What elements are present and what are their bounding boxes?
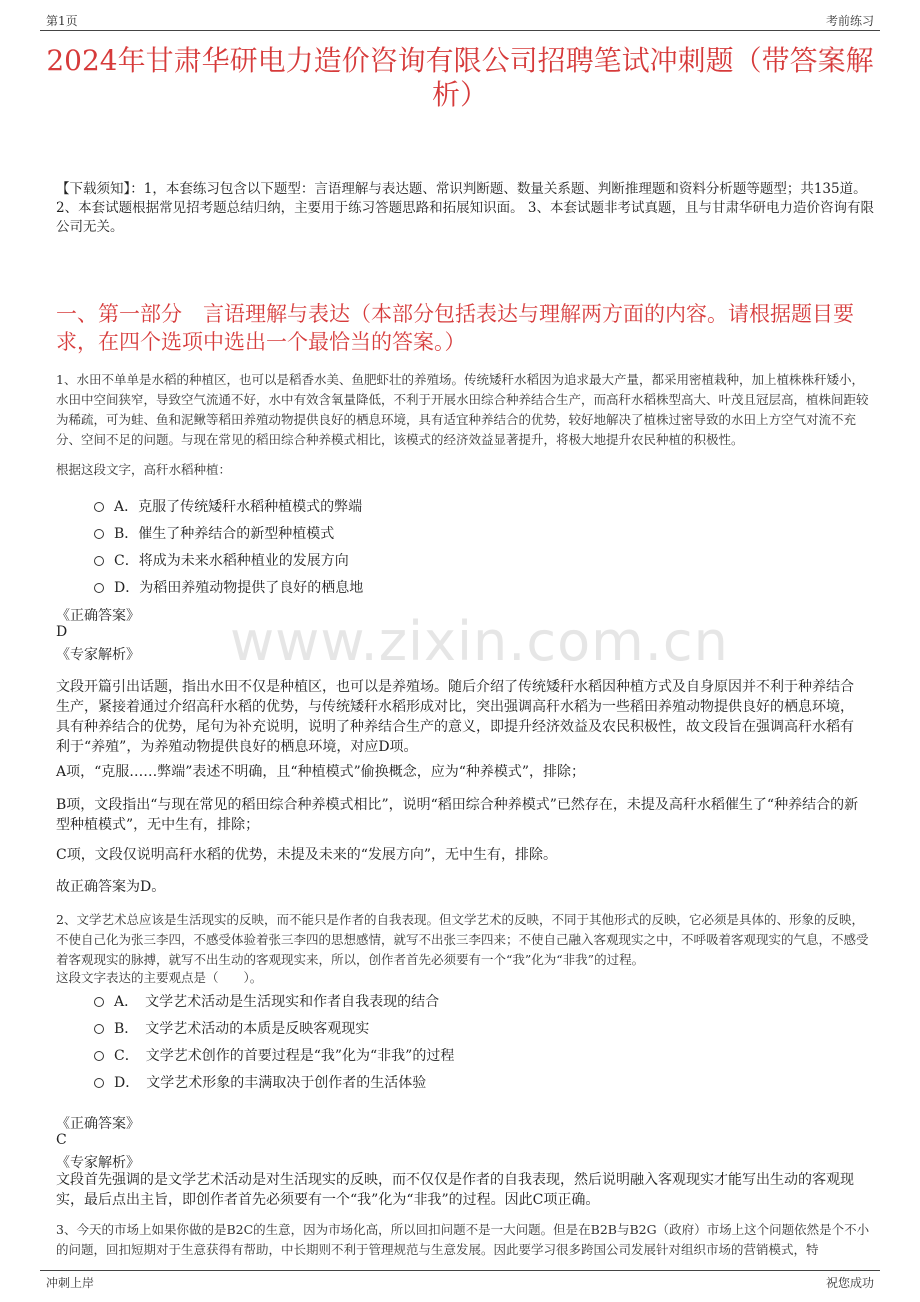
radio-icon[interactable] [94, 1051, 104, 1061]
q1-analysis-paragraph: 文段开篇引出话题，指出水田不仅是种植区，也可以是养殖场。随后介绍了传统矮秆水稻因种植方式及自身原因并不利于种养结合生产，紧接着通过介绍高秆水稻的优势，与传统矮秆水稻形成对比，突出强调高秆水稻为一些稻田养殖动物提供良好的栖息环境，具有种养结合的优势，尾句为补充说明，说明了种养结合生产的意义，即提升经济效益及农民积极性，故文段旨在强调高秆水稻有利于“养殖”，为养殖动物提供良好的栖息环境，对应D项。 [56, 679, 854, 755]
q2-answer: C [56, 1132, 67, 1148]
q1-analysis-option-a: A项，“克服……弊端”表述不明确，且“种植模式”偷换概念，应为“种养模式”，排除； [56, 764, 586, 780]
radio-icon[interactable] [94, 1078, 104, 1088]
radio-icon[interactable] [94, 556, 104, 566]
footer-right: 祝您成功 [825, 1276, 874, 1290]
header-divider [40, 30, 880, 31]
footer-divider [40, 1270, 880, 1271]
radio-icon[interactable] [94, 997, 104, 1007]
section-heading: 一、第一部分 言语理解与表达（本部分包括表达与理解两方面的内容。请根据题目要求，在四个选项中选出一个最恰当的答案。） [56, 302, 854, 354]
q1-option-b[interactable]: B．催生了种养结合的新型种植模式 [94, 523, 334, 543]
download-notice: 【下载须知】：1，本套练习包含以下题型：言语理解与表达题、常识判断题、数量关系题、判断推理题和资料分析题等题型；共135道。 2、本套试题根据常见招考题总结归纳，主要用于练习答题思路和拓展知识面。 3、本套试题非考试真题，且与甘肃华研电力造价咨询有限公司无关。 [56, 181, 874, 235]
page-number: 第1页 [46, 14, 78, 28]
page-title: 2024年甘肃华研电力造价咨询有限公司招聘笔试冲刺题（带答案解析） [46, 44, 874, 111]
question-2-stem: 2、文学艺术总应该是生活现实的反映，而不能只是作者的自我表现。但文学艺术的反映，不同于其他形式的反映，它必须是具体的、形象的反映，不使自己化为张三李四，不感受体验着张三李四的思想感情，就写不出张三李四来；不使自己融入客观现实之中，不呼吸着客观现实的气息，不感受着客观现实的脉搏，就写不出生动的客观现实来，所以，创作者首先必须要有一个“我”化为“非我”的过程。 [56, 912, 869, 967]
radio-icon[interactable] [94, 583, 104, 593]
q2-option-c[interactable]: C． 文学艺术创作的首要过程是“我”化为“非我”的过程 [94, 1045, 454, 1065]
radio-icon[interactable] [94, 502, 104, 512]
q1-conclusion: 故正确答案为D。 [56, 879, 166, 895]
q1-answer: D [56, 624, 68, 640]
q2-analysis-label: 《专家解析》 [56, 1155, 140, 1171]
header-label: 考前练习 [825, 14, 874, 28]
radio-icon[interactable] [94, 529, 104, 539]
footer-left: 冲刺上岸 [46, 1276, 95, 1290]
q1-analysis-option-b: B项，文段指出“与现在常见的稻田综合种养模式相比”，说明“稻田综合种养模式”已然存在，未提及高秆水稻催生了“种养结合的新型种植模式”，无中生有，排除； [56, 797, 859, 833]
radio-icon[interactable] [94, 1024, 104, 1034]
q1-answer-label: 《正确答案》 [56, 608, 140, 624]
q1-option-d[interactable]: D．为稻田养殖动物提供了良好的栖息地 [94, 577, 363, 597]
q1-option-a[interactable]: A．克服了传统矮秆水稻种植模式的弊端 [94, 496, 362, 516]
question-3-stem: 3、今天的市场上如果你做的是B2C的生意，因为市场化高，所以回扣问题不是一大问题。但是在B2B与B2G（政府）市场上这个问题依然是个不小的问题，回扣短期对于生意获得有帮助，中长期则不利于管理规范与生意发展。因此要学习很多跨国公司发展针对组织市场的营销模式，特 [56, 1222, 870, 1257]
watermark: www.zixin.com.cn [230, 610, 729, 673]
q2-option-b[interactable]: B． 文学艺术活动的本质是反映客观现实 [94, 1018, 369, 1038]
q2-analysis: 文段首先强调的是文学艺术活动是对生活现实的反映，而不仅仅是作者的自我表现，然后说明融入客观现实才能写出生动的客观现实，最后点出主旨，即创作者首先必须要有一个“我”化为“非我”的过程。因此C项正确。 [56, 1172, 854, 1208]
q2-answer-label: 《正确答案》 [56, 1116, 140, 1132]
q2-option-a[interactable]: A． 文学艺术活动是生活现实和作者自我表现的结合 [94, 991, 439, 1011]
question-1-prompt: 根据这段文字，高秆水稻种植： [56, 462, 232, 477]
q1-analysis-option-c: C项，文段仅说明高秆水稻的优势，未提及未来的“发展方向”，无中生有，排除。 [56, 847, 558, 863]
q1-option-c[interactable]: C．将成为未来水稻种植业的发展方向 [94, 550, 349, 570]
question-1-stem: 1、水田不单单是水稻的种植区，也可以是稻香水美、鱼肥虾壮的养殖场。传统矮秆水稻因为追求最大产量，都采用密植栽种，加上植株株秆矮小，水田中空间狭窄，导致空气流通不好，水中有效含氧量降低，不利于开展水田综合种养结合生产，而高秆水稻株型高大、叶茂且冠层高，植株间距较为稀疏，可为蛙、鱼和泥鳅等稻田养殖动物提供良好的栖息环境，具有适宜种养结合的优势，较好地解决了植株过密导致的水田上方空气对流不充分、空间不足的问题。与现在常见的稻田综合种养模式相比，该模式的经济效益显著提升，将极大地提升农民种植的积极性。 [56, 372, 869, 447]
q2-option-d[interactable]: D． 文学艺术形象的丰满取决于创作者的生活体验 [94, 1072, 426, 1092]
question-2-prompt: 这段文字表达的主要观点是（ ）。 [56, 970, 263, 985]
q1-analysis-label: 《专家解析》 [56, 647, 140, 663]
